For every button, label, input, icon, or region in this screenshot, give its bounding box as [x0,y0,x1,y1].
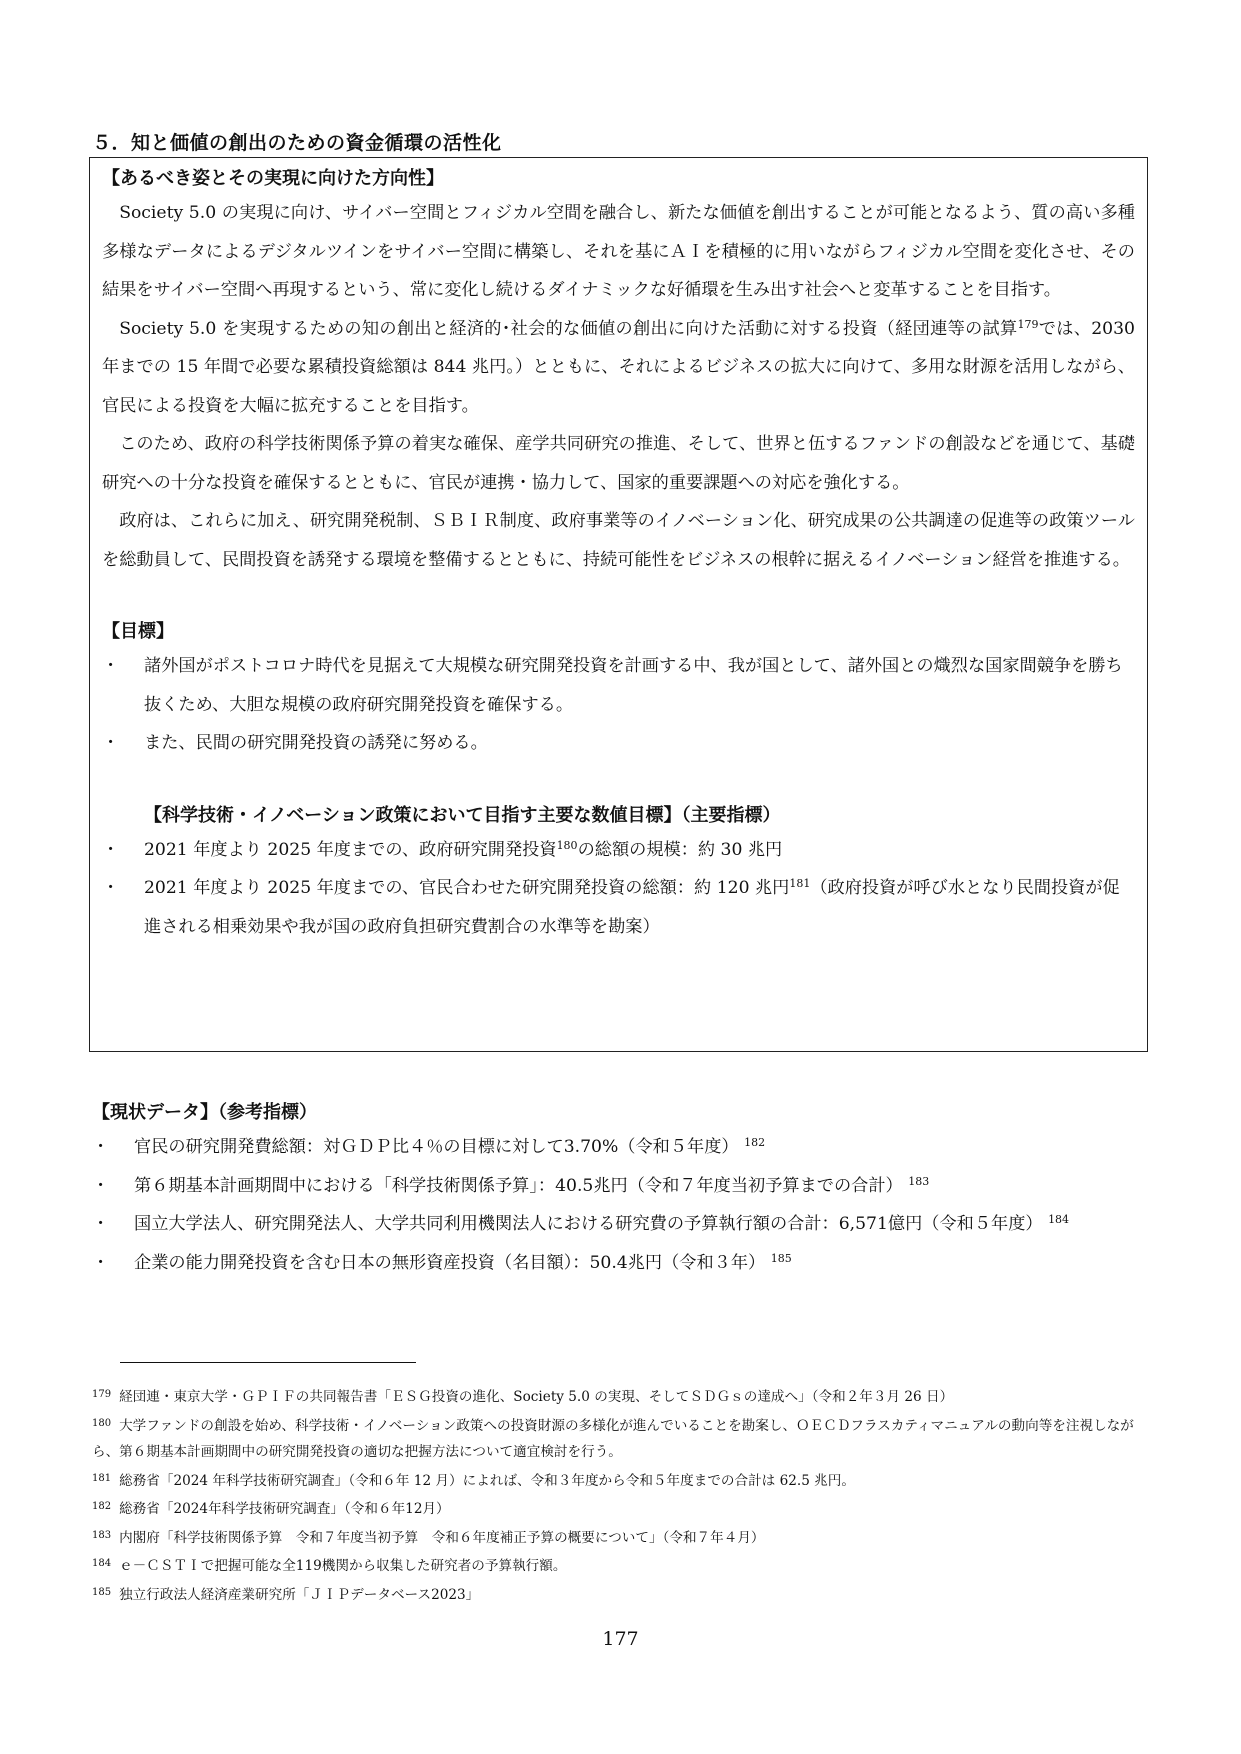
footnote-number: 179 [92,1389,112,1400]
status-text: 企業の能力開発投資を含む日本の無形資産投資（名目額）：50.4兆円（令和３年） [134,1252,766,1273]
paragraph-4: 政府は、これらに加え、研究開発税制、ＳＢＩＲ制度、政府事業等のイノベーション化、研究成果の公共調達の促進等の政策ツールを総動員して、民間投資を誘発する環境を整備するとともに、持続可能性をビジネスの根幹に据えるイノベーション経営を推進する。 [102,511,1135,570]
bullet-icon: ・ [92,1175,110,1196]
footnote-number: 180 [92,1417,112,1429]
status-item [92,1244,1152,1283]
footnote-text: 内閣府「科学技術関係予算 令和７年度当初予算 令和６年度補正予算の概要について」（令和７年４月） [119,1529,765,1546]
footnote-183 [92,1523,1152,1552]
footnote-ref-185[interactable]: 185 [770,1251,792,1265]
footnote-text: 大学ファンドの創設を始め、科学技術・イノベーション政策への投資財源の多様化が進んでいることを勘案し、ＯＥＣＤフラスカティマニュアルの動向等を注視しながら、第６期基本計画期間中の研究開発投資の適切な把握方法について適宜検討を行う。 [92,1417,1134,1460]
bullet-icon: ・ [102,839,120,860]
status-item [92,1128,1152,1167]
footnote-ref-180[interactable]: 180 [556,838,578,852]
target-item [102,831,1135,870]
status-text: 官民の研究開発費総額：対ＧＤＰ比４％の目標に対して3.70%（令和５年度） [134,1137,739,1157]
section-title: ５．知と価値の創出のための資金循環の活性化 [92,132,502,154]
target-text-b: の総額の規模：約 30 兆円 [577,839,783,860]
footnote-text: ｅ－ＣＳＴＩで把握可能な全119機関から収集した研究者の予算執行額。 [119,1558,567,1574]
footnote-number: 181 [92,1472,112,1484]
footnote-184 [92,1551,1152,1580]
footnote-number: 184 [92,1558,112,1569]
footnote-number: 183 [92,1529,112,1541]
footnote-text: 独立行政法人経済産業研究所「ＪＩＰデータベース2023」 [119,1586,480,1603]
footnotes [92,1382,1152,1608]
footnote-181 [92,1466,1152,1495]
footnote-divider [120,1362,416,1363]
target-text-a: 2021 年度より 2025 年度までの、官民合わせた研究開発投資の総額：約 120 兆円 [144,878,790,898]
goal-text: 諸外国がポストコロナ時代を見据えて大規模な研究開発投資を計画する中、我が国として、諸外国との熾烈な国家間競争を勝ち抜くため、大胆な規模の政府研究開発投資を確保する。 [144,656,1123,715]
footnote-number: 185 [92,1586,112,1598]
policy-box-content [102,164,1135,946]
bullet-icon: ・ [102,656,120,676]
paragraph-2 [102,310,1135,426]
footnote-text: 総務省「2024 年科学技術研究調査」（令和６年 12 月）によれば、令和３年度から令和５年度までの合計は 62.5 兆円。 [119,1472,855,1489]
goal-item [102,647,1135,724]
spacer [102,579,1135,617]
status-item [92,1167,1152,1206]
status-text: 第６期基本計画期間中における「科学技術関係予算」：40.5兆円（令和７年度当初予算までの合計） [134,1175,903,1196]
footnote-ref-183[interactable]: 183 [908,1174,930,1188]
footnote-179 [92,1382,1152,1411]
footnote-185 [92,1580,1152,1609]
footnote-ref-181[interactable]: 181 [789,877,811,890]
footnote-text: 経団連・東京大学・ＧＰＩＦの共同報告書「ＥＳＧ投資の進化、Society 5.0 の実現、そしてＳＤＧｓの達成へ」（令和２年３月 26 日） [119,1389,954,1405]
target-text-b: （政府投資が呼び水となり民間投資が促進される相乗効果や我が国の政府負担研究費割合の水準等を勘案） [144,878,1120,937]
bullet-icon: ・ [92,1252,110,1273]
status-item [92,1205,1152,1244]
paragraph-3: このため、政府の科学技術関係予算の着実な確保、産学共同研究の推進、そして、世界と伍するファンドの創設などを通じて、基礎研究への十分な投資を確保するとともに、官民が連携・協力して、国家的重要課題への対応を強化する。 [102,434,1135,493]
bullet-icon: ・ [102,733,120,753]
box-heading: 【あるべき姿とその実現に向けた方向性】 [102,168,444,189]
footnote-ref-184[interactable]: 184 [1048,1213,1070,1226]
target-item [102,869,1135,946]
page-number: 177 [602,1628,639,1650]
policy-box [89,157,1148,1052]
paragraph-2-text-b: では、2030 年までの 15 年間で必要な累積投資総額は 844 兆円。）とともに、それによるビジネスの拡大に向けて、多用な財源を活用しながら、官民による投資を大幅に拡充することを目指す。 [102,318,1135,416]
status-heading: 【現状データ】（参考指標） [92,1102,317,1123]
bullet-icon: ・ [92,1137,110,1157]
target-text-a: 2021 年度より 2025 年度までの、政府研究開発投資 [144,839,557,860]
footnote-180 [92,1411,1152,1466]
goal-item [102,724,1135,763]
footnote-ref-179[interactable]: 179 [1017,317,1039,331]
footnote-182 [92,1494,1152,1523]
footnote-number: 182 [92,1501,112,1512]
goals-heading: 【目標】 [102,621,174,642]
paragraph-1: Society 5.0 の実現に向け、サイバー空間とフィジカル空間を融合し、新たな価値を創出することが可能となるよう、質の高い多種多様なデータによるデジタルツインをサイバー空間に構築し、それを基にＡＩを積極的に用いながらフィジカル空間を変化させ、その結果をサイバー空間へ再現するという、常に変化し続けるダイナミックな好循環を生み出す社会へと変革することを目指す。 [102,203,1135,300]
bullet-icon: ・ [92,1214,110,1234]
paragraph-2-text-a: Society 5.0 を実現するための知の創出と経済的･社会的な価値の創出に向けた活動に対する投資（経団連等の試算 [119,318,1018,339]
spacer [102,763,1135,801]
status-text: 国立大学法人、研究開発法人、大学共同利用機関法人における研究費の予算執行額の合計：6,571億円（令和５年度） [134,1214,1043,1234]
status-data-section [92,1098,1152,1282]
goal-text: また、民間の研究開発投資の誘発に努める。 [144,733,488,753]
bullet-icon: ・ [102,878,120,898]
footnote-text: 総務省「2024年科学技術研究調査」（令和６年12月） [119,1501,450,1517]
targets-heading: 【科学技術・イノベーション政策において目指す主要な数値目標】（主要指標） [144,804,781,826]
footnote-ref-182[interactable]: 182 [744,1136,766,1149]
